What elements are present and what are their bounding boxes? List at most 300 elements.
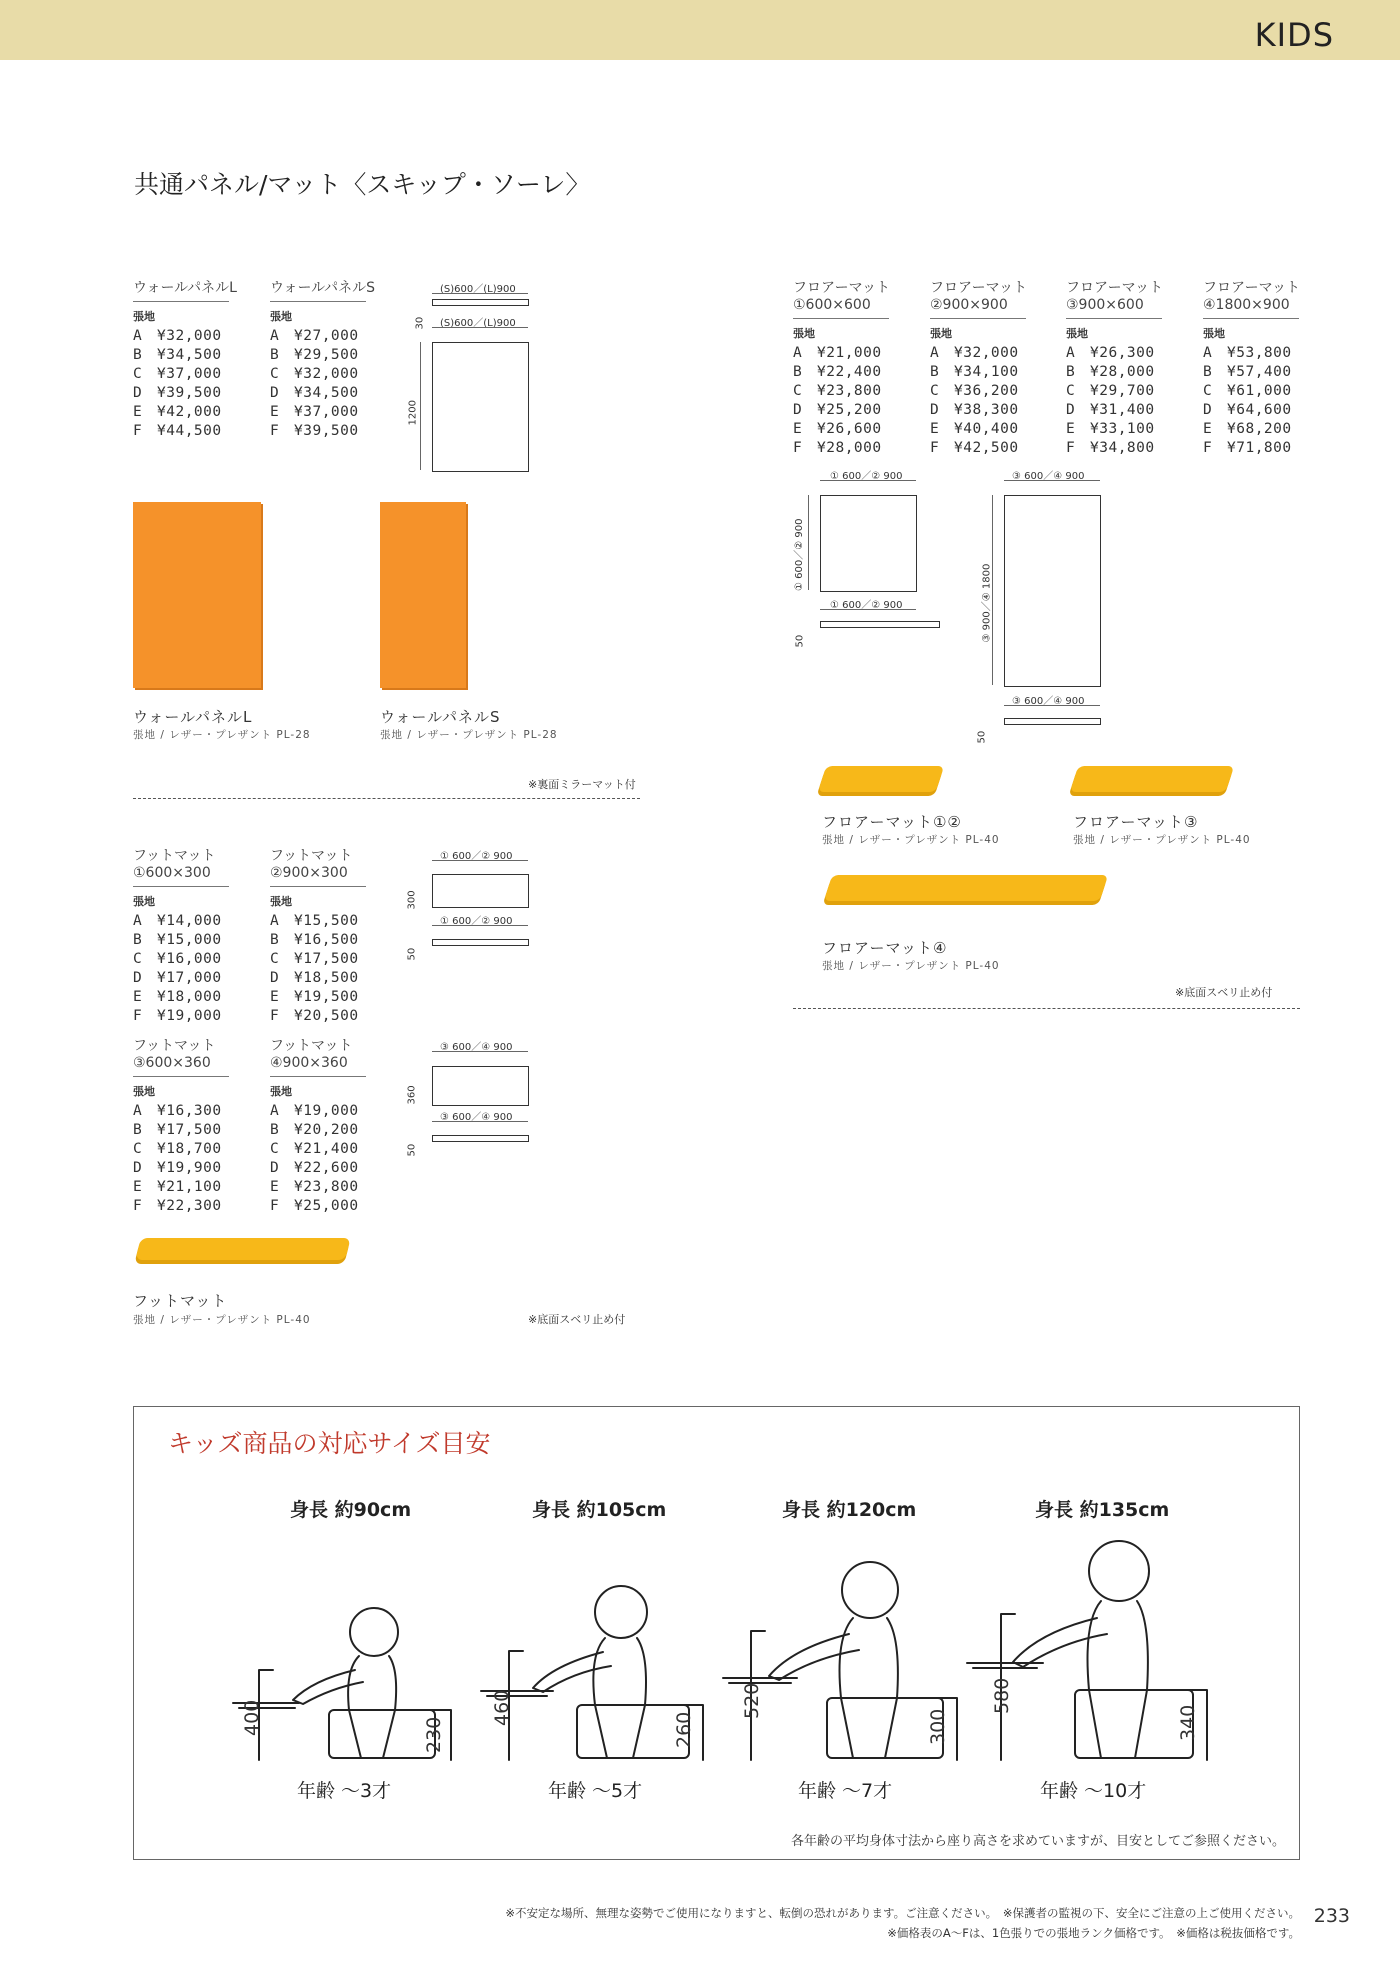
wall-panel-l-spec: 張地 / レザー・プレザント PL-28 — [133, 729, 311, 741]
seat-height-label: 340 — [1177, 1704, 1199, 1741]
grade-label: F — [270, 423, 279, 439]
product-name-line: フットマット — [270, 1038, 353, 1054]
grade-label: A — [133, 913, 142, 929]
price-value: ¥20,500 — [294, 1008, 359, 1024]
grade-label: F — [270, 1198, 279, 1214]
wall-panel-front-view — [432, 342, 529, 472]
foot-mat-spec: 張地 / レザー・プレザント PL-40 — [133, 1314, 311, 1326]
divider — [133, 1076, 229, 1077]
price-row — [793, 439, 890, 458]
divider — [1066, 318, 1162, 319]
floor-mat-34-side-view — [1004, 718, 1101, 725]
product-name-line: ③900×600 — [1066, 297, 1144, 313]
price-row — [133, 327, 237, 346]
dim-foot12-top: ① 600／② 900 — [440, 851, 513, 862]
product-name-line: ウォールパネルL — [133, 280, 237, 296]
price-row — [270, 1007, 366, 1026]
seat-height-label: 300 — [927, 1708, 949, 1745]
grade-label: C — [1203, 383, 1212, 399]
child-figure-1 — [233, 1608, 451, 1760]
footer-note-1: ※不安定な場所、無理な姿勢でご使用になりますと、転倒の恐れがあります。ご注意ください。 ※保護者の監視の下、安全にご注意の上ご使用ください。 — [505, 1906, 1300, 1920]
price-value: ¥21,100 — [157, 1179, 222, 1195]
price-row — [133, 1007, 229, 1026]
price-row — [930, 401, 1027, 420]
price-value: ¥29,500 — [294, 347, 359, 363]
price-value: ¥34,500 — [294, 385, 359, 401]
floor-mat-4-spec: 張地 / レザー・プレザント PL-40 — [822, 960, 1000, 972]
grade-label: E — [133, 989, 142, 1005]
grade-label: F — [930, 440, 939, 456]
grade-label: D — [793, 402, 802, 418]
grade-label: F — [133, 423, 142, 439]
grade-label: A — [133, 328, 142, 344]
price-value: ¥19,000 — [294, 1103, 359, 1119]
grade-label: E — [793, 421, 802, 437]
price-value: ¥16,500 — [294, 932, 359, 948]
divider — [1203, 318, 1299, 319]
foot-mat-12-top-view — [432, 874, 529, 908]
product-name-line: フットマット — [133, 1038, 216, 1054]
dim-wall-top: (S)600／(L)900 — [440, 284, 516, 295]
grade-label: C — [133, 366, 142, 382]
price-row — [1066, 439, 1163, 458]
grade-label: B — [133, 1122, 142, 1138]
grade-label: D — [133, 385, 142, 401]
grade-label: A — [270, 1103, 279, 1119]
product-name-line: フロアーマット — [793, 280, 891, 296]
grade-label: D — [270, 970, 279, 986]
price-value: ¥15,500 — [294, 913, 359, 929]
grade-label: E — [1066, 421, 1075, 437]
price-value: ¥38,300 — [954, 402, 1019, 418]
table-height-label: 400 — [241, 1699, 263, 1736]
price-table-floor-2 — [930, 280, 1027, 458]
grade-label: C — [133, 951, 142, 967]
figure-age-label: 年齢 ～10才 — [1040, 1780, 1147, 1802]
fabric-label: 張地 — [1066, 327, 1088, 340]
price-value: ¥32,000 — [954, 345, 1019, 361]
price-value: ¥37,000 — [294, 404, 359, 420]
price-value: ¥26,300 — [1090, 345, 1155, 361]
product-name-line: ウォールパネルS — [270, 280, 376, 296]
price-row — [1066, 382, 1163, 401]
dim-floor12-thick: 50 — [794, 634, 806, 648]
price-table-foot-2 — [270, 848, 366, 1026]
grade-label: F — [793, 440, 802, 456]
price-value: ¥42,500 — [954, 440, 1019, 456]
fabric-label: 張地 — [133, 895, 155, 908]
price-row — [133, 1197, 229, 1216]
dim-floor34-thick: 50 — [976, 730, 988, 744]
price-value: ¥37,000 — [157, 366, 222, 382]
product-name-line: ②900×300 — [270, 865, 348, 881]
price-table-floor-1 — [793, 280, 890, 458]
price-row — [270, 988, 366, 1007]
grade-label: B — [133, 347, 142, 363]
child-figure-4 — [967, 1541, 1207, 1760]
wall-panel-l-name: ウォールパネルL — [133, 708, 253, 726]
grade-label: D — [270, 385, 279, 401]
figure-age-label: 年齢 ～3才 — [297, 1780, 392, 1802]
price-value: ¥34,100 — [954, 364, 1019, 380]
grade-label: B — [133, 932, 142, 948]
price-row — [1066, 401, 1163, 420]
grade-label: F — [133, 1008, 142, 1024]
price-row — [270, 1159, 366, 1178]
price-value: ¥18,000 — [157, 989, 222, 1005]
product-name-line: フロアーマット — [1066, 280, 1164, 296]
wall-panel-s-name: ウォールパネルS — [380, 708, 501, 726]
price-row — [270, 1178, 366, 1197]
price-row — [133, 988, 229, 1007]
price-row — [930, 382, 1027, 401]
price-value: ¥44,500 — [157, 423, 222, 439]
price-value: ¥18,500 — [294, 970, 359, 986]
price-table-foot-4 — [270, 1038, 366, 1216]
price-value: ¥26,600 — [817, 421, 882, 437]
grade-label: B — [270, 1122, 279, 1138]
product-name-line: ②900×900 — [930, 297, 1008, 313]
price-value: ¥19,900 — [157, 1160, 222, 1176]
grade-label: A — [1203, 345, 1212, 361]
price-row — [270, 422, 375, 441]
price-value: ¥22,300 — [157, 1198, 222, 1214]
dim-foot34-thick: 50 — [406, 1143, 418, 1157]
grade-label: B — [270, 347, 279, 363]
price-row — [1203, 363, 1300, 382]
price-value: ¥68,200 — [1227, 421, 1292, 437]
seat-height-label: 230 — [423, 1716, 445, 1753]
price-table-foot-3 — [133, 1038, 229, 1216]
page-number: 233 — [1313, 1905, 1350, 1927]
price-value: ¥18,700 — [157, 1141, 222, 1157]
price-value: ¥64,600 — [1227, 402, 1292, 418]
wall-note: ※裏面ミラーマット付 — [528, 778, 636, 791]
price-value: ¥32,000 — [157, 328, 222, 344]
fabric-label: 張地 — [133, 310, 155, 323]
price-value: ¥34,800 — [1090, 440, 1155, 456]
floor-mat-12-image — [818, 766, 944, 792]
grade-label: C — [133, 1141, 142, 1157]
wall-panel-l-image — [133, 502, 261, 688]
dim-floor34-side: ③ 900／④ 1800 — [981, 563, 993, 643]
fabric-label: 張地 — [270, 895, 292, 908]
price-row — [133, 969, 229, 988]
grade-label: A — [270, 913, 279, 929]
price-value: ¥33,100 — [1090, 421, 1155, 437]
price-value: ¥25,200 — [817, 402, 882, 418]
price-row — [133, 384, 237, 403]
price-value: ¥17,500 — [157, 1122, 222, 1138]
fabric-label: 張地 — [1203, 327, 1225, 340]
product-name-line: ④900×360 — [270, 1055, 348, 1071]
price-row — [270, 346, 375, 365]
grade-label: B — [930, 364, 939, 380]
floor-mat-3-name: フロアーマット③ — [1073, 813, 1199, 831]
foot-mat-image — [135, 1238, 350, 1260]
price-row — [270, 327, 375, 346]
wall-panel-s-image — [380, 502, 466, 688]
price-value: ¥16,300 — [157, 1103, 222, 1119]
price-table-wall-s — [270, 280, 375, 441]
dim-wall-mid: (S)600／(L)900 — [440, 318, 516, 329]
price-value: ¥36,200 — [954, 383, 1019, 399]
divider — [270, 1076, 366, 1077]
grade-label: D — [1066, 402, 1075, 418]
floor-mat-12-side-view — [820, 621, 940, 628]
floor-mat-4-name: フロアーマット④ — [822, 939, 948, 957]
fabric-label: 張地 — [133, 1085, 155, 1098]
dim-foot12-side: 300 — [406, 890, 418, 910]
section-tag: KIDS — [1254, 16, 1334, 54]
price-value: ¥22,600 — [294, 1160, 359, 1176]
price-value: ¥19,500 — [294, 989, 359, 1005]
price-row — [793, 382, 890, 401]
price-row — [1203, 420, 1300, 439]
footer-note-2: ※価格表のA～Fは、1色張りでの張地ランク価格です。 ※価格は税抜価格です。 — [887, 1926, 1300, 1940]
dim-foot34-side: 360 — [406, 1085, 418, 1105]
price-row — [133, 1159, 229, 1178]
page-title: 共通パネル/マット〈スキップ・ソーレ〉 — [134, 170, 591, 199]
dim-foot12-thick: 50 — [406, 947, 418, 961]
grade-label: B — [1203, 364, 1212, 380]
child-figure-3 — [723, 1562, 957, 1760]
figure-height-label: 身長 約135cm — [1035, 1499, 1170, 1521]
floor-mat-4-image — [824, 875, 1108, 901]
figure-age-label: 年齢 ～7才 — [798, 1780, 893, 1802]
price-value: ¥32,000 — [294, 366, 359, 382]
price-value: ¥27,000 — [294, 328, 359, 344]
grade-label: E — [270, 404, 279, 420]
seat-height-label: 260 — [673, 1711, 695, 1748]
figure-age-label: 年齢 ～5才 — [548, 1780, 643, 1802]
fabric-label: 張地 — [270, 1085, 292, 1098]
price-value: ¥39,500 — [294, 423, 359, 439]
product-name-line: ③600×360 — [133, 1055, 211, 1071]
price-row — [133, 1102, 229, 1121]
dim-floor12-bottom: ① 600／② 900 — [830, 600, 903, 611]
price-row — [133, 403, 237, 422]
price-row — [133, 950, 229, 969]
size-guide-figures — [133, 1520, 1298, 1770]
price-row — [1203, 382, 1300, 401]
dim-wall-thick: 30 — [414, 316, 426, 330]
price-value: ¥39,500 — [157, 385, 222, 401]
price-row — [793, 401, 890, 420]
price-value: ¥28,000 — [1090, 364, 1155, 380]
product-name-line: ④1800×900 — [1203, 297, 1290, 313]
size-guide-title: キッズ商品の対応サイズ目安 — [168, 1429, 491, 1458]
price-row — [133, 1121, 229, 1140]
price-value: ¥31,400 — [1090, 402, 1155, 418]
foot-mat-name: フットマット — [133, 1292, 228, 1310]
price-row — [270, 912, 366, 931]
grade-label: E — [133, 404, 142, 420]
divider — [133, 798, 640, 799]
grade-label: B — [1066, 364, 1075, 380]
price-value: ¥23,800 — [294, 1179, 359, 1195]
floor-mat-12-name: フロアーマット①② — [822, 813, 962, 831]
divider — [133, 886, 229, 887]
foot-mat-34-top-view — [432, 1066, 529, 1106]
price-value: ¥17,500 — [294, 951, 359, 967]
divider — [133, 301, 229, 302]
figure-height-label: 身長 約120cm — [782, 1499, 917, 1521]
grade-label: E — [270, 989, 279, 1005]
price-row — [270, 365, 375, 384]
grade-label: A — [133, 1103, 142, 1119]
price-value: ¥22,400 — [817, 364, 882, 380]
foot-mat-12-side-view — [432, 939, 529, 946]
table-height-label: 520 — [741, 1682, 763, 1719]
price-row — [793, 420, 890, 439]
grade-label: D — [270, 1160, 279, 1176]
grade-label: D — [133, 970, 142, 986]
grade-label: C — [930, 383, 939, 399]
grade-label: D — [133, 1160, 142, 1176]
price-row — [930, 344, 1027, 363]
grade-label: A — [793, 345, 802, 361]
grade-label: B — [270, 932, 279, 948]
price-value: ¥61,000 — [1227, 383, 1292, 399]
price-value: ¥57,400 — [1227, 364, 1292, 380]
size-guide-note: 各年齢の平均身体寸法から座り高さを求めていますが、目安としてご参照ください。 — [790, 1834, 1285, 1849]
price-value: ¥29,700 — [1090, 383, 1155, 399]
grade-label: C — [270, 951, 279, 967]
price-value: ¥53,800 — [1227, 345, 1292, 361]
product-name-line: フロアーマット — [1203, 280, 1301, 296]
grade-label: C — [793, 383, 802, 399]
grade-label: A — [1066, 345, 1075, 361]
price-row — [930, 439, 1027, 458]
divider — [793, 1008, 1300, 1009]
price-row — [1066, 344, 1163, 363]
price-row — [270, 1140, 366, 1159]
price-row — [270, 1102, 366, 1121]
price-row — [1203, 344, 1300, 363]
price-row — [133, 422, 237, 441]
dim-foot34-top: ③ 600／④ 900 — [440, 1042, 513, 1053]
wall-panel-side-view — [432, 299, 529, 306]
product-name-line: フットマット — [270, 848, 353, 864]
child-figure-2 — [481, 1586, 703, 1760]
grade-label: C — [1066, 383, 1075, 399]
price-row — [930, 420, 1027, 439]
foot-mat-34-side-view — [432, 1135, 529, 1142]
price-row — [270, 1197, 366, 1216]
grade-label: C — [270, 1141, 279, 1157]
divider — [930, 318, 1026, 319]
price-row — [1203, 401, 1300, 420]
product-name-line: ①600×600 — [793, 297, 871, 313]
grade-label: E — [133, 1179, 142, 1195]
price-row — [133, 365, 237, 384]
grade-label: D — [930, 402, 939, 418]
grade-label: A — [930, 345, 939, 361]
price-row — [133, 912, 229, 931]
price-value: ¥71,800 — [1227, 440, 1292, 456]
price-row — [793, 363, 890, 382]
price-row — [930, 363, 1027, 382]
price-row — [133, 1178, 229, 1197]
dim-foot12-bottom: ① 600／② 900 — [440, 916, 513, 927]
dim-foot34-bottom: ③ 600／④ 900 — [440, 1112, 513, 1123]
price-row — [270, 1121, 366, 1140]
price-value: ¥23,800 — [817, 383, 882, 399]
price-value: ¥14,000 — [157, 913, 222, 929]
price-table-floor-4 — [1203, 280, 1300, 458]
price-value: ¥25,000 — [294, 1198, 359, 1214]
figure-height-label: 身長 約90cm — [290, 1499, 412, 1521]
foot-note: ※底面スベリ止め付 — [528, 1313, 626, 1326]
divider — [270, 301, 366, 302]
price-value: ¥17,000 — [157, 970, 222, 986]
price-value: ¥16,000 — [157, 951, 222, 967]
fabric-label: 張地 — [270, 310, 292, 323]
figure-height-label: 身長 約105cm — [532, 1499, 667, 1521]
divider — [270, 886, 366, 887]
price-value: ¥15,000 — [157, 932, 222, 948]
floor-mat-34-top-view — [1004, 495, 1101, 687]
price-row — [133, 931, 229, 950]
floor-note: ※底面スベリ止め付 — [1175, 986, 1273, 999]
price-table-foot-1 — [133, 848, 229, 1026]
grade-label: E — [270, 1179, 279, 1195]
price-row — [133, 346, 237, 365]
grade-label: C — [270, 366, 279, 382]
price-value: ¥42,000 — [157, 404, 222, 420]
price-row — [1203, 439, 1300, 458]
grade-label: F — [133, 1198, 142, 1214]
dim-floor34-top: ③ 600／④ 900 — [1012, 471, 1085, 482]
price-row — [270, 931, 366, 950]
grade-label: E — [930, 421, 939, 437]
product-name-line: フロアーマット — [930, 280, 1028, 296]
floor-mat-3-spec: 張地 / レザー・プレザント PL-40 — [1073, 834, 1251, 846]
table-height-label: 460 — [491, 1689, 513, 1726]
price-value: ¥19,000 — [157, 1008, 222, 1024]
price-value: ¥20,200 — [294, 1122, 359, 1138]
price-value: ¥40,400 — [954, 421, 1019, 437]
dim-floor12-top: ① 600／② 900 — [830, 471, 903, 482]
fabric-label: 張地 — [793, 327, 815, 340]
product-name-line: ①600×300 — [133, 865, 211, 881]
price-table-wall-l — [133, 280, 237, 441]
wall-panel-s-spec: 張地 / レザー・プレザント PL-28 — [380, 729, 558, 741]
grade-label: A — [270, 328, 279, 344]
price-row — [270, 403, 375, 422]
price-row — [1066, 420, 1163, 439]
floor-mat-12-spec: 張地 / レザー・プレザント PL-40 — [822, 834, 1000, 846]
price-row — [133, 1140, 229, 1159]
dim-wall-height: 1200 — [407, 400, 419, 426]
grade-label: F — [1066, 440, 1075, 456]
price-value: ¥34,500 — [157, 347, 222, 363]
grade-label: F — [270, 1008, 279, 1024]
divider — [793, 318, 889, 319]
header-bar — [0, 0, 1400, 60]
price-value: ¥21,000 — [817, 345, 882, 361]
dim-floor34-bottom: ③ 600／④ 900 — [1012, 696, 1085, 707]
price-row — [270, 950, 366, 969]
price-value: ¥28,000 — [817, 440, 882, 456]
price-row — [270, 969, 366, 988]
floor-mat-3-image — [1070, 766, 1234, 792]
product-name-line: フットマット — [133, 848, 216, 864]
grade-label: F — [1203, 440, 1212, 456]
price-value: ¥21,400 — [294, 1141, 359, 1157]
grade-label: E — [1203, 421, 1212, 437]
